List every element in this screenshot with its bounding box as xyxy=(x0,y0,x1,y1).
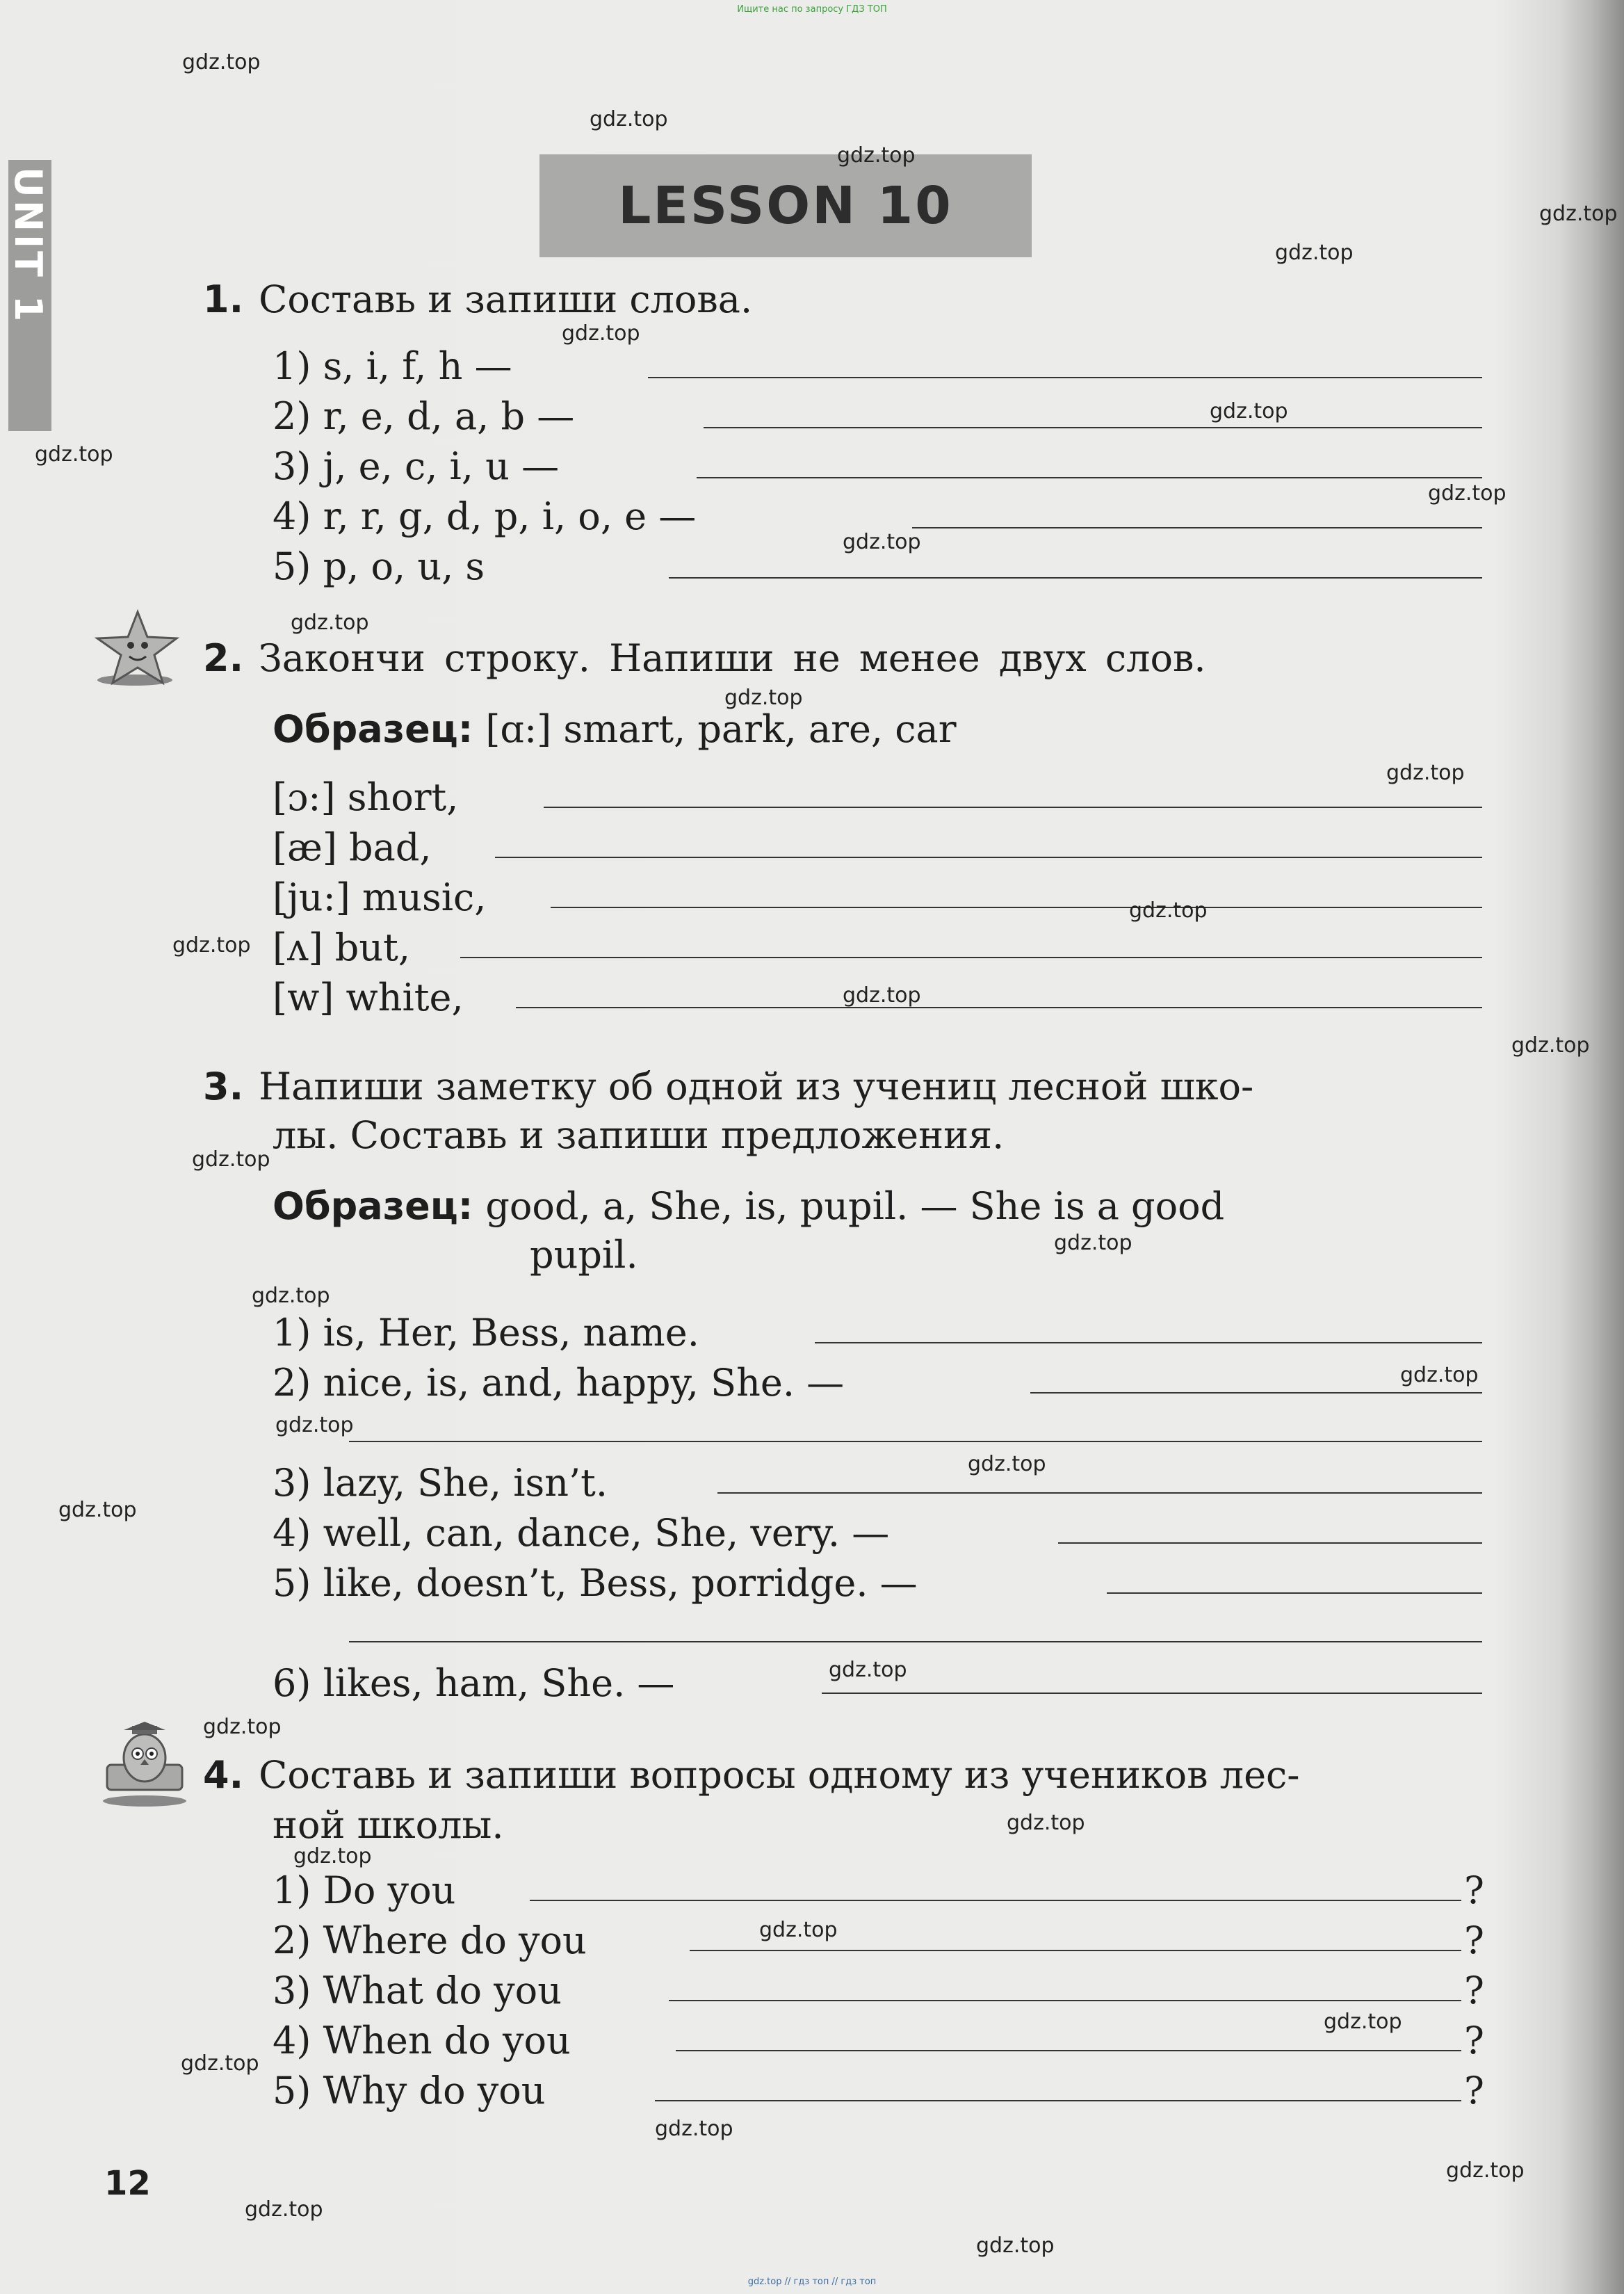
task3-answer-line-5b[interactable] xyxy=(349,1641,1482,1642)
watermark: gdz.top xyxy=(245,2197,323,2222)
watermark: gdz.top xyxy=(655,2117,733,2141)
task1-answer-line-5[interactable] xyxy=(669,577,1482,579)
watermark: gdz.top xyxy=(724,686,803,710)
task2-title xyxy=(203,636,1206,680)
task4-title-text-1: Составь и запиши вопросы одному из учеников лес- xyxy=(259,1753,1300,1797)
task3-item-2: 2) nice, is, and, happy, She. — xyxy=(273,1361,845,1405)
task3-answer-line-1[interactable] xyxy=(815,1342,1482,1343)
watermark: gdz.top xyxy=(843,530,921,554)
watermark: gdz.top xyxy=(172,933,251,958)
watermark: gdz.top xyxy=(562,321,640,346)
task1-answer-line-4[interactable] xyxy=(912,527,1482,528)
task4-item-5: 5) Why do you xyxy=(273,2069,546,2113)
task2-sample-text: [ɑ:] smart, park, are, car xyxy=(485,707,957,751)
watermark: gdz.top xyxy=(759,1918,838,1942)
task3-title-text-1: Напиши заметку об одной из учениц лесной шко- xyxy=(259,1065,1254,1108)
task4-question-mark-3: ? xyxy=(1464,1969,1484,2012)
task1-item-3: 3) j, e, c, i, u — xyxy=(273,444,560,488)
bottom-note: gdz.top // гдз топ // гдз топ xyxy=(747,2277,877,2287)
task2-answer-line-2[interactable] xyxy=(495,857,1482,858)
watermark: gdz.top xyxy=(293,1844,372,1868)
watermark: gdz.top xyxy=(275,1413,354,1437)
task4-title-line-2: ной школы. xyxy=(273,1803,504,1847)
task3-sample xyxy=(273,1184,1225,1228)
task3-answer-line-3[interactable] xyxy=(717,1492,1482,1494)
watermark: gdz.top xyxy=(1446,2158,1525,2183)
task4-question-mark-5: ? xyxy=(1464,2069,1484,2113)
task2-item-1: [ɔ:] short, xyxy=(273,775,459,819)
watermark: gdz.top xyxy=(181,2051,259,2076)
task1-answer-line-1[interactable] xyxy=(648,377,1482,378)
task3-number: 3. xyxy=(203,1065,244,1108)
task4-question-mark-4: ? xyxy=(1464,2019,1484,2062)
task3-item-5: 5) like, doesn’t, Bess, porridge. — xyxy=(273,1561,918,1605)
task4-answer-line-2[interactable] xyxy=(690,1950,1461,1951)
watermark: gdz.top xyxy=(1210,399,1288,423)
task2-number: 2. xyxy=(203,636,244,680)
task1-title xyxy=(203,277,753,321)
lesson-title-box xyxy=(539,154,1032,257)
watermark: gdz.top xyxy=(1324,2010,1402,2034)
task2-answer-line-1[interactable] xyxy=(544,807,1482,808)
task1-item-2: 2) r, e, d, a, b — xyxy=(273,394,575,438)
task1-number: 1. xyxy=(203,277,244,321)
task2-answer-line-3[interactable] xyxy=(551,907,1482,908)
watermark: gdz.top xyxy=(1129,898,1208,923)
top-note: Ищите нас по запросу ГДЗ ТОП xyxy=(737,4,887,15)
task3-item-3: 3) lazy, She, isn’t. xyxy=(273,1461,608,1505)
task3-title-line-2: лы. Составь и запиши предложения. xyxy=(273,1113,1005,1157)
star-icon xyxy=(92,609,182,687)
watermark: gdz.top xyxy=(1275,241,1354,265)
task4-item-3: 3) What do you xyxy=(273,1969,562,2012)
task2-sample xyxy=(273,707,957,751)
watermark: gdz.top xyxy=(58,1498,137,1522)
task3-sample-label: Образец: xyxy=(273,1184,473,1228)
task4-answer-line-5[interactable] xyxy=(655,2100,1461,2101)
watermark: gdz.top xyxy=(291,611,369,635)
task2-item-2: [æ] bad, xyxy=(273,825,432,869)
watermark: gdz.top xyxy=(182,50,261,74)
task3-answer-line-2[interactable] xyxy=(1030,1392,1482,1394)
task4-answer-line-3[interactable] xyxy=(669,2000,1461,2001)
unit-tab xyxy=(8,160,51,431)
watermark: gdz.top xyxy=(192,1147,270,1172)
task1-answer-line-3[interactable] xyxy=(697,477,1482,478)
watermark: gdz.top xyxy=(843,983,921,1008)
watermark: gdz.top xyxy=(590,107,668,131)
watermark: gdz.top xyxy=(1054,1231,1132,1255)
task4-question-mark-1: ? xyxy=(1464,1868,1484,1912)
task1-title-text: Составь и запиши слова. xyxy=(259,277,753,321)
task1-item-5: 5) p, o, u, s xyxy=(273,544,485,588)
task3-title-line-1 xyxy=(203,1065,1254,1108)
task4-title-line-1 xyxy=(203,1753,1300,1797)
watermark: gdz.top xyxy=(968,1452,1046,1476)
task2-answer-line-4[interactable] xyxy=(460,957,1482,958)
task1-answer-line-2[interactable] xyxy=(704,427,1482,428)
task2-item-5: [w] white, xyxy=(273,976,464,1019)
watermark: gdz.top xyxy=(829,1658,907,1682)
lesson-title: LESSON 10 xyxy=(618,176,953,236)
task4-number: 4. xyxy=(203,1753,244,1797)
task4-item-2: 2) Where do you xyxy=(273,1919,587,1962)
task4-answer-line-4[interactable] xyxy=(676,2050,1461,2051)
task3-sample-text-1: good, a, She, is, pupil. — She is a good xyxy=(485,1184,1225,1228)
watermark: gdz.top xyxy=(1539,202,1618,226)
watermark: gdz.top xyxy=(203,1715,282,1739)
watermark: gdz.top xyxy=(1511,1033,1590,1058)
task2-answer-line-5[interactable] xyxy=(516,1007,1482,1008)
task3-item-6: 6) likes, ham, She. — xyxy=(273,1661,675,1705)
unit-tab-label: UNIT 1 xyxy=(6,167,50,325)
task4-question-mark-2: ? xyxy=(1464,1919,1484,1962)
task3-answer-line-6[interactable] xyxy=(822,1693,1482,1694)
task3-item-1: 1) is, Her, Bess, name. xyxy=(273,1311,699,1355)
task2-sample-label: Образец: xyxy=(273,707,473,751)
task2-item-3: [ju:] music, xyxy=(273,875,487,919)
task3-answer-line-2b[interactable] xyxy=(349,1441,1482,1442)
task4-item-4: 4) When do you xyxy=(273,2019,571,2062)
watermark: gdz.top xyxy=(1428,481,1507,506)
owl-teacher-icon xyxy=(96,1716,193,1808)
task4-answer-line-1[interactable] xyxy=(530,1900,1461,1901)
task4-item-1: 1) Do you xyxy=(273,1868,456,1912)
task3-answer-line-4[interactable] xyxy=(1058,1542,1482,1544)
watermark: gdz.top xyxy=(1386,761,1465,785)
task3-sample-text-2: pupil. xyxy=(530,1233,638,1277)
watermark: gdz.top xyxy=(1400,1363,1479,1387)
watermark: gdz.top xyxy=(1007,1811,1085,1835)
watermark: gdz.top xyxy=(35,442,113,467)
task1-item-4: 4) r, r, g, d, p, i, o, e — xyxy=(273,494,697,538)
watermark: gdz.top xyxy=(837,143,916,168)
page-number: 12 xyxy=(104,2164,151,2203)
watermark: gdz.top xyxy=(252,1284,330,1308)
task2-item-4: [ʌ] but, xyxy=(273,926,411,969)
task2-title-text: Закончи строку. Напиши не менее двух слов. xyxy=(259,636,1206,680)
task3-answer-line-5[interactable] xyxy=(1107,1592,1482,1594)
watermark: gdz.top xyxy=(976,2234,1055,2258)
task3-item-4: 4) well, can, dance, She, very. — xyxy=(273,1511,890,1555)
task1-item-1: 1) s, i, f, h — xyxy=(273,344,512,388)
